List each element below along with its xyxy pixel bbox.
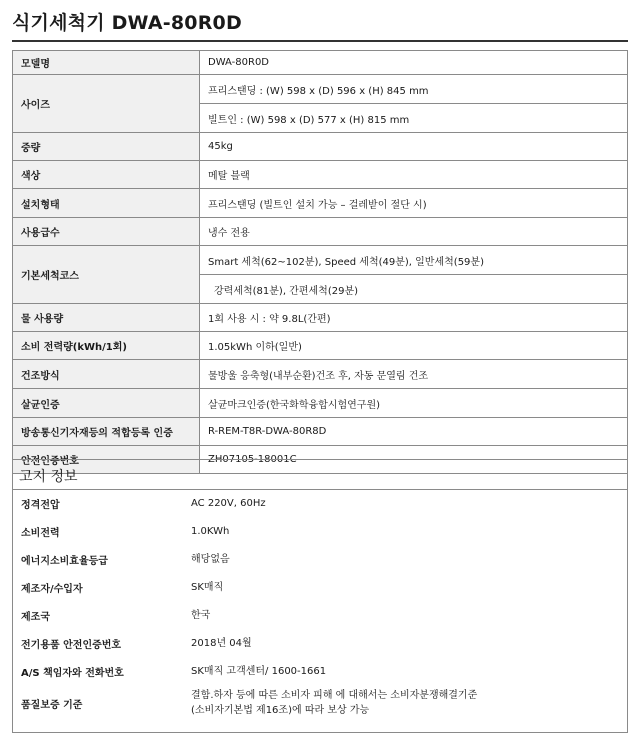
spec-value-line: Smart 세척(62~102분), Speed 세척(49분), 일반세척(59분) — [208, 256, 484, 268]
spec-row — [13, 218, 628, 246]
notice-section — [12, 459, 628, 733]
spec-value — [200, 75, 628, 133]
spec-label: 물 사용량 — [13, 304, 200, 332]
spec-value: R-REM-T8R-DWA-80R8D — [200, 418, 628, 446]
notice-value: 해당없음 — [191, 554, 230, 565]
spec-value: 메탈 블랙 — [200, 161, 628, 189]
spec-label: 기본세척코스 — [13, 246, 200, 304]
spec-label: 소비 전력량(kWh/1회) — [13, 332, 200, 360]
spec-table — [12, 50, 628, 474]
spec-value: 물방울 응축형(내부순환)건조 후, 자동 문열림 건조 — [200, 360, 628, 389]
page-title: 식기세척기 DWA-80R0D — [12, 12, 242, 34]
spec-value-line: 빌트인 : (W) 598 x (D) 577 x (H) 815 mm — [200, 103, 627, 132]
spec-label: 사용급수 — [13, 218, 200, 246]
spec-row — [13, 418, 628, 446]
spec-label: 색상 — [13, 161, 200, 189]
spec-value: 프리스탠딩 (빌트인 설치 가능 – 걸레받이 절단 시) — [200, 189, 628, 218]
spec-value: 냉수 전용 — [200, 218, 628, 246]
notice-value: 2018년 04월 — [191, 638, 252, 649]
notice-value: (소비자기본법 제16조)에 따라 보상 가능 — [191, 705, 370, 716]
notice-label: 제조국 — [21, 612, 50, 623]
spec-value: 살균마크인증(한국화학융합시험연구원) — [200, 389, 628, 418]
notice-value: 한국 — [191, 610, 211, 621]
notice-value: 결함.하자 등에 따른 소비자 피해 에 대해서는 소비자분쟁해결기준 — [191, 690, 478, 701]
notice-label: 에너지소비효율등급 — [21, 556, 108, 567]
notice-label: 제조자/수입자 — [21, 584, 83, 595]
notice-value: SK매직 고객센터/ 1600-1661 — [191, 666, 327, 677]
spec-label: 설치형태 — [13, 189, 200, 218]
notice-title: 고지 정보 — [19, 469, 78, 485]
spec-row — [13, 161, 628, 189]
spec-value: ZH07105-18001C — [200, 446, 628, 474]
notice-value: AC 220V, 60Hz — [191, 498, 266, 509]
spec-row — [13, 304, 628, 332]
notice-label: A/S 책임자와 전화번호 — [21, 668, 124, 679]
spec-row — [13, 75, 628, 133]
notice-label: 전기용품 안전인증번호 — [21, 640, 122, 651]
notice-value: SK매직 — [191, 582, 224, 593]
spec-row — [13, 246, 628, 304]
spec-value: 45kg — [200, 133, 628, 161]
notice-divider — [13, 489, 627, 490]
spec-row — [13, 51, 628, 75]
spec-value — [200, 246, 628, 304]
spec-label: 안전인증번호 — [13, 446, 200, 474]
spec-value-line: 강력세척(81분), 간편세척(29분) — [200, 274, 627, 303]
spec-label: 살균인증 — [13, 389, 200, 418]
notice-label: 품질보증 기준 — [21, 700, 83, 711]
spec-label: 방송통신기자재등의 적합등록 인증 — [13, 418, 200, 446]
notice-value: 1.0KWh — [191, 526, 230, 537]
spec-value: DWA-80R0D — [200, 51, 628, 75]
spec-label: 사이즈 — [13, 75, 200, 133]
notice-label: 소비전력 — [21, 528, 60, 539]
spec-label: 모델명 — [13, 51, 200, 75]
spec-label: 건조방식 — [13, 360, 200, 389]
spec-row — [13, 389, 628, 418]
spec-value: 1회 사용 시 : 약 9.8L(간편) — [200, 304, 628, 332]
spec-row — [13, 189, 628, 218]
title-divider — [12, 40, 628, 42]
spec-label: 중량 — [13, 133, 200, 161]
spec-row — [13, 360, 628, 389]
spec-row — [13, 332, 628, 360]
notice-label: 정격전압 — [21, 500, 60, 511]
spec-value: 1.05kWh 이하(일반) — [200, 332, 628, 360]
spec-value-line: 프리스탠딩 : (W) 598 x (D) 596 x (H) 845 mm — [208, 85, 429, 97]
spec-row — [13, 133, 628, 161]
